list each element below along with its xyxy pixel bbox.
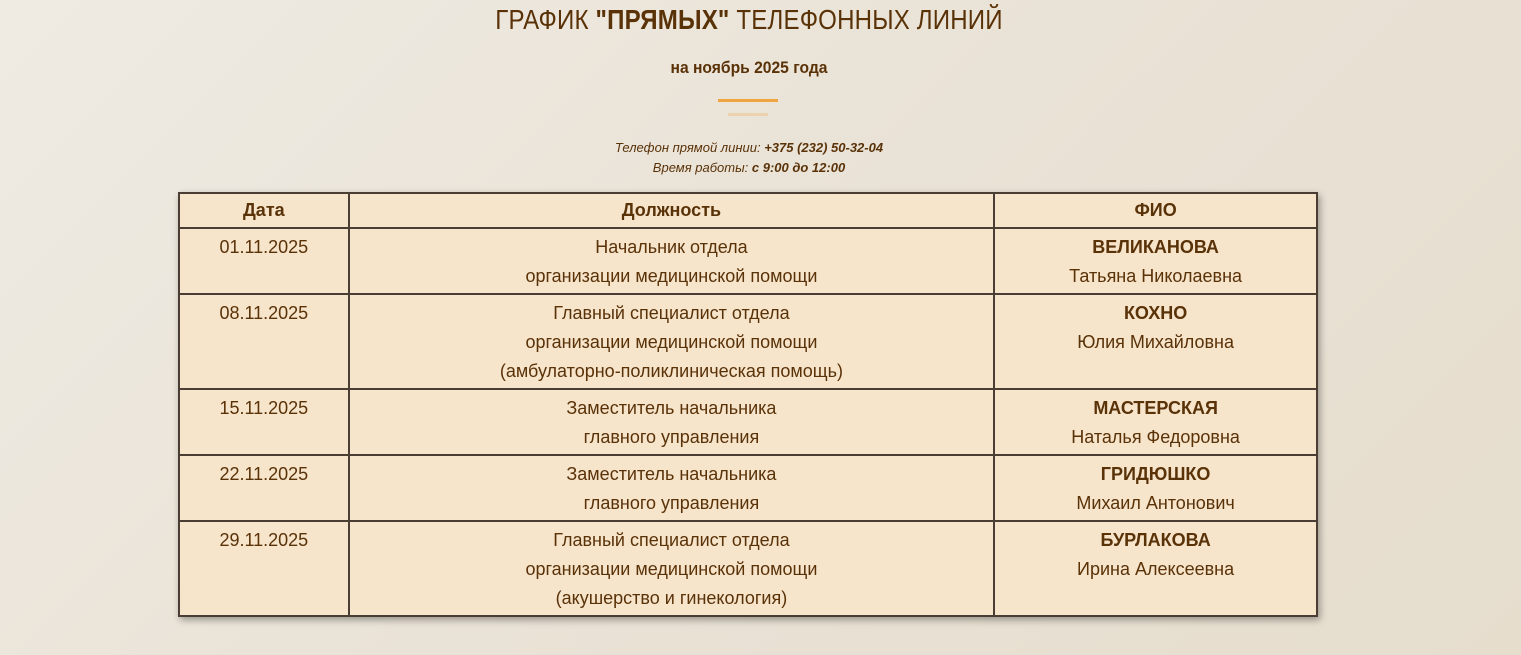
given-names: Наталья Федоровна <box>1071 427 1240 447</box>
surname: МАСТЕРСКАЯ <box>1093 398 1218 418</box>
table-row <box>179 389 1317 455</box>
position-line: Заместитель начальника <box>566 464 777 484</box>
table-body <box>179 228 1317 616</box>
given-names: Татьяна Николаевна <box>1069 266 1243 286</box>
contact-info <box>0 138 1498 178</box>
table-row <box>179 294 1317 389</box>
hours-line <box>0 158 1498 178</box>
title-suffix: ТЕЛЕФОННЫХ ЛИНИЙ <box>729 4 1003 35</box>
cell-date: 01.11.2025 <box>179 228 349 294</box>
table-row <box>179 521 1317 616</box>
divider-primary <box>718 99 778 102</box>
column-header-name: ФИО <box>994 193 1317 228</box>
cell-name <box>994 294 1317 389</box>
given-names: Михаил Антонович <box>1076 493 1235 513</box>
phone-value: +375 (232) 50-32-04 <box>764 140 884 155</box>
position-line: Начальник отдела <box>595 237 748 257</box>
cell-date: 22.11.2025 <box>179 455 349 521</box>
column-header-position: Должность <box>349 193 995 228</box>
cell-position <box>349 521 995 616</box>
cell-name <box>994 389 1317 455</box>
position-line: главного управления <box>583 427 760 447</box>
hours-label: Время работы: <box>652 160 752 175</box>
surname: БУРЛАКОВА <box>1100 530 1211 550</box>
table-row <box>179 455 1317 521</box>
schedule-table <box>178 192 1318 617</box>
given-names: Ирина Алексеевна <box>1077 559 1235 579</box>
surname: КОХНО <box>1123 303 1188 323</box>
cell-position <box>349 294 995 389</box>
position-line: организации медицинской помощи <box>525 559 818 579</box>
position-line: (амбулаторно-поликлиническая помощь) <box>499 361 843 381</box>
position-line: Главный специалист отдела <box>553 530 790 550</box>
position-line: Главный специалист отдела <box>553 303 790 323</box>
phone-label: Телефон прямой линии: <box>614 140 765 155</box>
position-line: (акушерство и гинекология) <box>555 588 788 608</box>
position-line: Заместитель начальника <box>566 398 777 418</box>
cell-date: 08.11.2025 <box>179 294 349 389</box>
surname: ГРИДЮШКО <box>1100 464 1211 484</box>
cell-position <box>349 228 995 294</box>
title-emphasis: "ПРЯМЫХ" <box>595 4 730 35</box>
hours-value: с 9:00 до 12:00 <box>751 160 846 175</box>
divider-secondary <box>728 113 768 116</box>
phone-line <box>0 138 1498 158</box>
title-prefix: ГРАФИК <box>495 4 596 35</box>
cell-name <box>994 228 1317 294</box>
position-line: главного управления <box>583 493 760 513</box>
cell-date: 29.11.2025 <box>179 521 349 616</box>
surname: ВЕЛИКАНОВА <box>1092 237 1219 257</box>
table-row <box>179 228 1317 294</box>
cell-name <box>994 521 1317 616</box>
cell-date: 15.11.2025 <box>179 389 349 455</box>
position-line: организации медицинской помощи <box>525 332 818 352</box>
given-names: Юлия Михайловна <box>1077 332 1235 352</box>
page-subtitle: на ноябрь 2025 года <box>670 58 828 77</box>
page-header <box>0 0 1498 78</box>
cell-name <box>994 455 1317 521</box>
cell-position <box>349 389 995 455</box>
column-header-date: Дата <box>179 193 349 228</box>
position-line: организации медицинской помощи <box>525 266 818 286</box>
table-header-row <box>179 193 1317 228</box>
page-title <box>105 0 1393 36</box>
cell-position <box>349 455 995 521</box>
